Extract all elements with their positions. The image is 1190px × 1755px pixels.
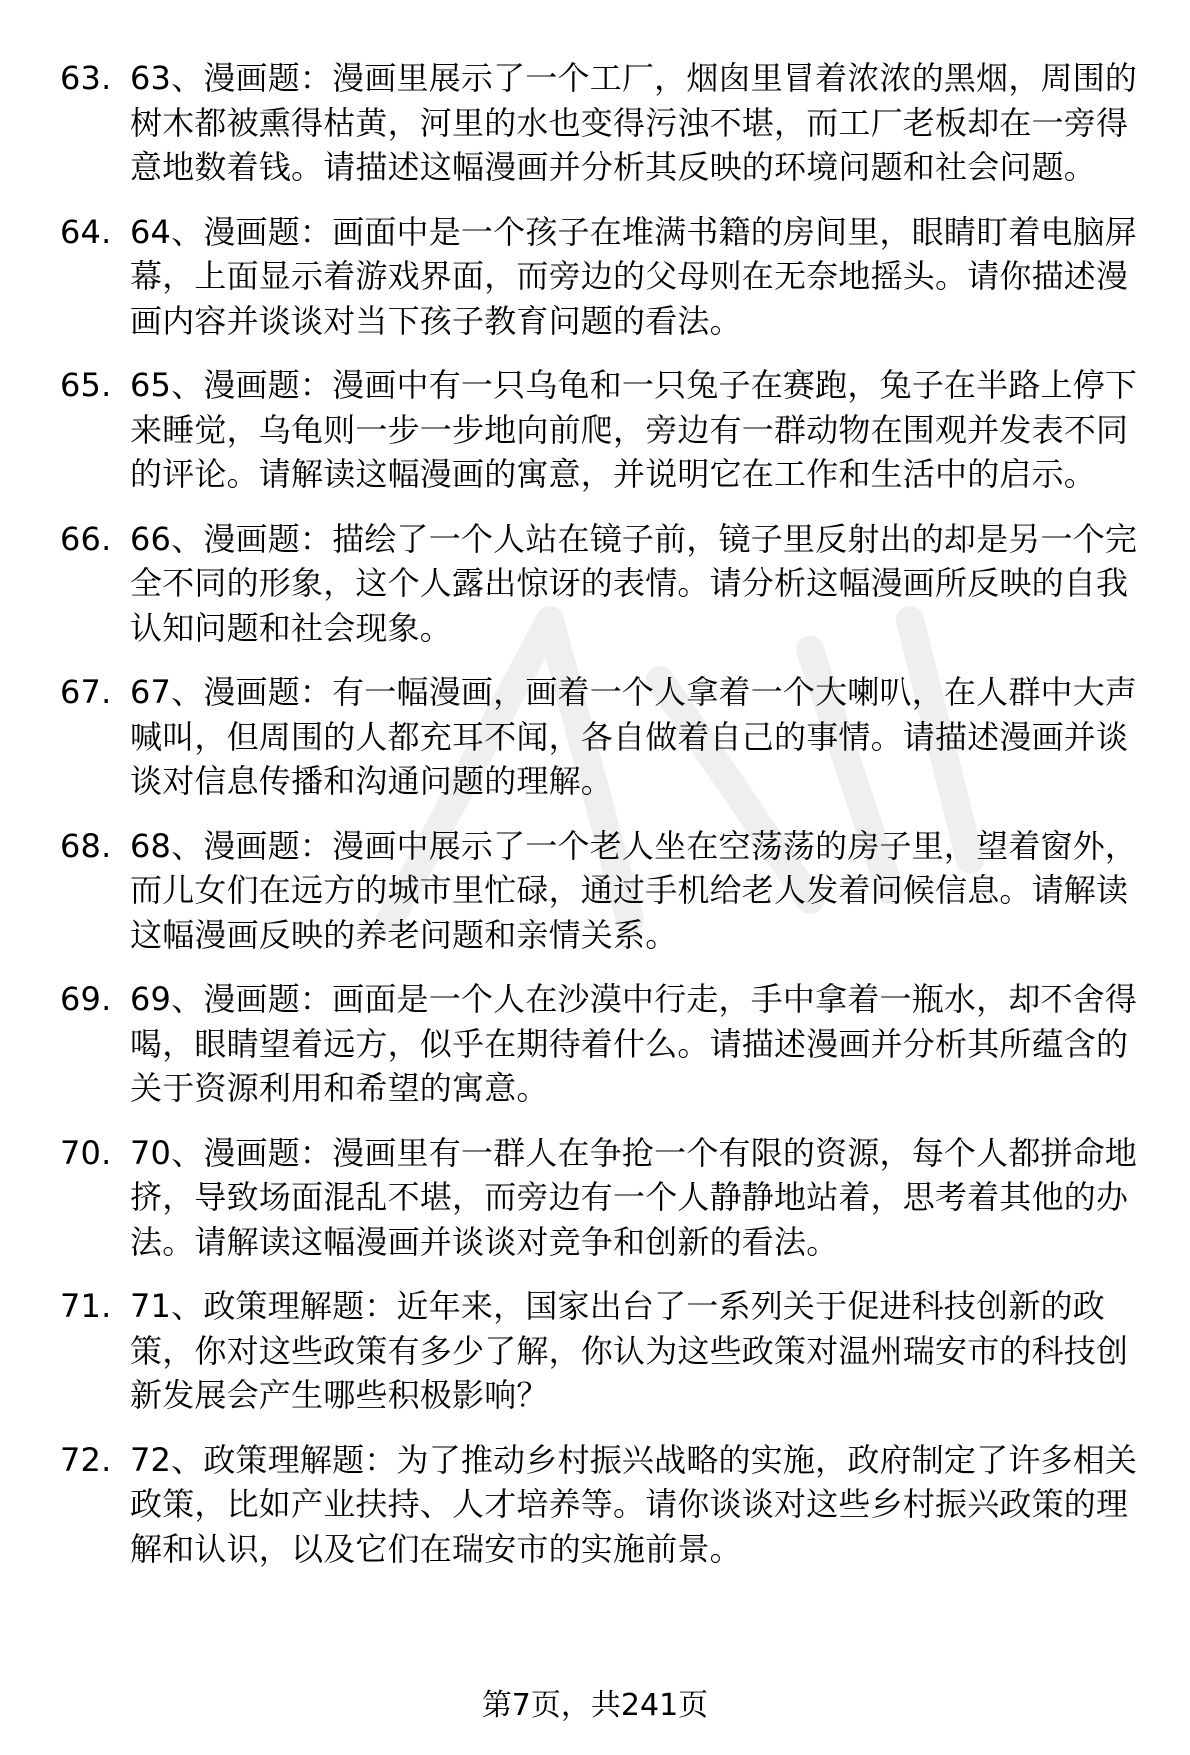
question-number: 64. [60,212,112,251]
question-item [60,977,1155,1111]
question-text: 70、漫画题：漫画里有一群人在争抢一个有限的资源，每个人都拼命地挤，导致场面混乱不堪，而旁边有一个人静静地站着，思考着其他的办法。请解读这幅漫画并谈谈对竞争和创新的看法。 [130,1133,1138,1261]
question-number: 65. [60,366,112,404]
question-item [60,824,1155,958]
question-item [60,1438,1155,1572]
question-text: 64、漫画题：画面中是一个孩子在堆满书籍的房间里，眼睛盯着电脑屏幕，上面显示着游戏界面，而旁边的父母则在无奈地摇头。请你描述漫画内容并谈谈对当下孩子教育问题的看法。 [130,212,1138,340]
question-text: 63、漫画题：漫画里展示了一个工厂，烟囱里冒着浓浓的黑烟，周围的树木都被熏得枯黄，河里的水也变得污浊不堪，而工厂老板却在一旁得意地数着钱。请描述这幅漫画并分析其反映的环境问题和社会问题。 [130,59,1138,186]
question-number: 71. [60,1287,112,1325]
question-number: 70. [60,1133,112,1172]
question-item [60,56,1155,190]
question-item [60,1131,1155,1265]
question-number: 63. [60,59,112,97]
question-text: 67、漫画题：有一幅漫画，画着一个人拿着一个大喇叭，在人群中大声喊叫，但周围的人都充耳不闻，各自做着自己的事情。请描述漫画并谈谈对信息传播和沟通问题的理解。 [130,673,1138,800]
question-number: 69. [60,980,112,1018]
question-item [60,363,1155,497]
page-footer [0,1686,1190,1726]
question-text: 72、政策理解题：为了推动乡村振兴战略的实施，政府制定了许多相关政策，比如产业扶持、人才培养等。请你谈谈对这些乡村振兴政策的理解和认识，以及它们在瑞安市的实施前景。 [130,1440,1138,1568]
question-number: 68. [60,826,112,865]
question-text: 66、漫画题：描绘了一个人站在镜子前，镜子里反射出的却是另一个完全不同的形象，这个人露出惊讶的表情。请分析这幅漫画所反映的自我认知问题和社会现象。 [130,519,1138,647]
question-text: 71、政策理解题：近年来，国家出台了一系列关于促进科技创新的政策，你对这些政策有多少了解，你认为这些政策对温州瑞安市的科技创新发展会产生哪些积极影响？ [130,1287,1129,1414]
question-item [60,1284,1155,1418]
question-number: 67. [60,673,112,711]
page-number-label: 第7页，共241页 [481,1688,709,1723]
question-text: 69、漫画题：画面是一个人在沙漠中行走，手中拿着一瓶水，却不舍得喝，眼睛望着远方，似乎在期待着什么。请描述漫画并分析其所蕴含的关于资源利用和希望的寓意。 [130,980,1138,1107]
question-number: 66. [60,519,112,558]
question-list [60,56,1155,1591]
question-item [60,670,1155,804]
question-number: 72. [60,1440,112,1479]
question-item [60,517,1155,651]
question-text: 65、漫画题：漫画中有一只乌龟和一只兔子在赛跑，兔子在半路上停下来睡觉，乌龟则一步一步地向前爬，旁边有一群动物在围观并发表不同的评论。请解读这幅漫画的寓意，并说明它在工作和生活中的启示。 [130,366,1138,493]
question-item [60,210,1155,344]
question-text: 68、漫画题：漫画中展示了一个老人坐在空荡荡的房子里，望着窗外，而儿女们在远方的城市里忙碌，通过手机给老人发着问候信息。请解读这幅漫画反映的养老问题和亲情关系。 [130,826,1138,954]
